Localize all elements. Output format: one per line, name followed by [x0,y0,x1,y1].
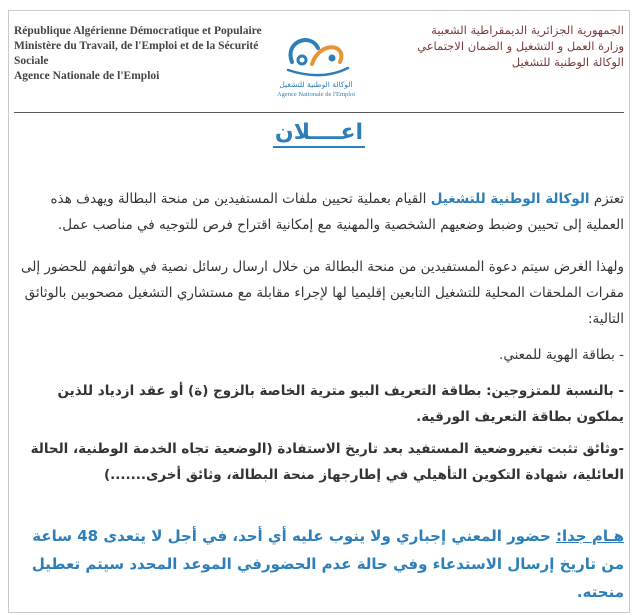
header-fr-ministry: Ministère du Travail, de l'Emploi et de la Sécurité Sociale [14,40,259,67]
paragraph-intro-prefix: تعتزم [589,191,624,207]
paragraph-intro [14,186,624,238]
paragraph-intro-rest: القيام بعملية تحيين ملفات المستفيدين من منحة البطالة ويهدف هذه العملية إلى تحيين وضبط وضعيهم الشخصية والمهنية مع إمكانية اقتراح فرص للتوجيه في مناصب عمل. [50,191,624,233]
header-ar-ministry: وزارة العمل و التشغيل و الضمان الاجتماعي [417,39,624,53]
page-title-text: اعــــلان [273,120,365,148]
important-text: حضور المعني إجباري ولا ينوب عليه أي أحد، في أجل لا يتعدى 48 ساعة من تاريخ إرسال الاستدعاء وفي حالة عدم الحضورفي الموعد المحدد سيتم تعطيل منحته. [31,527,624,601]
header-arabic [394,22,624,70]
agency-logo [262,24,370,106]
header-fr-republic: République Algérienne Démocratique et Populaire [14,25,262,37]
logo-caption-ar: الوكالة الوطنية للتشغيل [279,80,353,89]
document-item-status: -وثائق تثبت تغيروضعية المستفيد بعد تاريخ الاستفادة (الوضعية تجاه الخدمة الوطنية، الحالة العائلية، شهادة التكوين التأهيلي في إطارجهاز منحة البطالة، وثائق أخرى.......) [30,441,624,483]
document-item-id: - بطاقة الهوية للمعني. [499,347,624,363]
document-item-married: - بالنسبة للمتزوجين: بطاقة التعريف البيو مترية الخاصة بالزوج (ة) أو عقد ازدياد للذين يملكون بطاقة التعريف الورقية. [57,383,624,425]
paragraph-invitation: ولهذا الغرض سيتم دعوة المستفيدين من منحة البطالة من خلال ارسال رسائل نصية في هواتفهم للحضور إلى مقرات الملحقات المحلية للتشغيل التابعين إقليميا لها لإجراء مقابلة مع مستشاري التشغيل مصحوبين بالوثائق التالية: [21,259,624,327]
agency-name-highlight: الوكالة الوطنية للتشغيل [430,191,590,207]
logo-caption-fr: Agence Nationale de l'Emploi [276,91,356,98]
header-ar-agency: الوكالة الوطنية للتشغيل [511,55,624,69]
header-ar-republic: الجمهورية الجزائرية الديمقراطية الشعبية [431,23,624,37]
important-notice [14,522,624,606]
header-french [14,24,284,84]
header-fr-agency: Agence Nationale de l'Emploi [14,70,160,82]
page-title [0,120,638,145]
header-divider [14,112,624,113]
anem-logo-icon [262,24,370,80]
important-label: هـام جدا: [556,527,624,545]
